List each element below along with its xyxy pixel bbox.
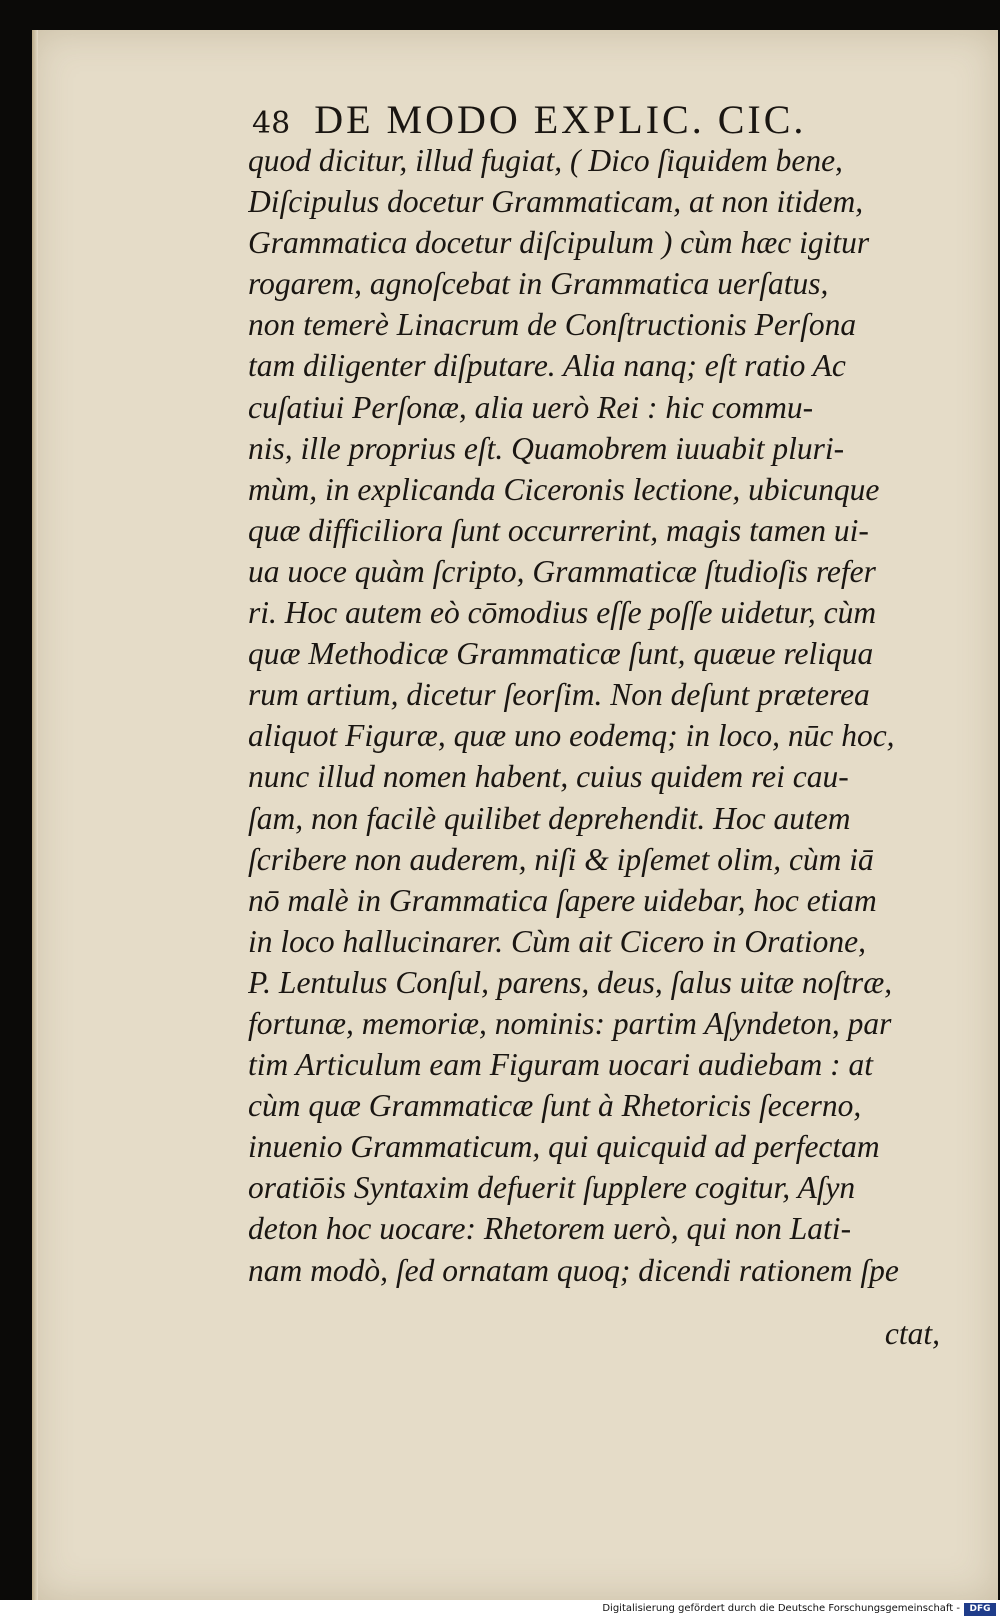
text-line: inuenio Grammaticum, qui quicquid ad perfectam (248, 1129, 880, 1165)
text-line: tam diligenter diſputare. Alia nanq; eſt ratio Ac (248, 348, 846, 384)
text-line: nis, ille proprius eſt. Quamobrem iuuabit pluri- (248, 430, 845, 466)
text-line: ſcribere non auderem, niſi & ipſemet olim, cùm iā (248, 841, 874, 877)
dfg-logo: DFG (964, 1603, 996, 1616)
text-line: tim Articulum eam Figuram uocari audiebam : at (248, 1047, 873, 1083)
running-title: DE MODO EXPLIC. CIC. (314, 97, 807, 142)
body-text (248, 140, 938, 1291)
text-line: quæ difficiliora ſunt occurrerint, magis tamen ui- (248, 512, 869, 548)
text-line: non temerè Linacrum de Conſtructionis Perſona (248, 307, 857, 343)
text-line: deton hoc uocare: Rhetorem uerò, qui non Lati- (248, 1211, 852, 1247)
catchword: ctat, (884, 1316, 940, 1351)
text-line: cùm quæ Grammaticæ ſunt à Rhetoricis ſecerno, (248, 1088, 862, 1124)
digitization-credit: Digitalisierung gefördert durch die Deutsche Forschungsgemeinschaft - (602, 1603, 960, 1614)
text-line: nō malè in Grammatica ſapere uidebar, hoc etiam (248, 882, 877, 918)
text-line: Grammatica docetur diſcipulum ) cùm hæc igitur (248, 225, 870, 261)
page-header (252, 96, 892, 143)
text-line: Diſcipulus docetur Grammaticam, at non itidem, (248, 184, 864, 220)
text-line: ri. Hoc autem eò cōmodius eſſe poſſe uidetur, cùm (248, 595, 877, 631)
text-line: cuſatiui Perſonæ, alia uerò Rei : hic commu- (248, 389, 814, 425)
text-line: nunc illud nomen habent, cuius quidem rei cau- (248, 759, 849, 795)
text-line: fortunæ, memoriæ, nominis: partim Aſyndeton, par (248, 1005, 892, 1041)
text-line: aliquot Figuræ, quæ uno eodemq; in loco, nūc hoc, (248, 718, 895, 754)
text-line: quæ Methodicæ Grammaticæ ſunt, quæue reliqua (248, 636, 874, 672)
text-line: ua uoce quàm ſcripto, Grammaticæ ſtudioſis refer (248, 553, 876, 589)
text-line: mùm, in explicanda Ciceronis lectione, ubicunque (248, 471, 880, 507)
text-line: in loco hallucinarer. Cùm ait Cicero in Oratione, (248, 923, 867, 959)
text-line: nam modò, ſed ornatam quoq; dicendi rationem ſpe (248, 1252, 899, 1288)
text-line: rogarem, agnoſcebat in Grammatica uerſatus, (248, 266, 829, 302)
text-line: P. Lentulus Conſul, parens, deus, ſalus uitæ noſtræ, (248, 964, 893, 1000)
text-line: quod dicitur, illud fugiat, ( Dico ſiquidem bene, (248, 143, 843, 178)
page-number: 48 (252, 106, 291, 141)
text-line: ſam, non facilè quilibet deprehendit. Hoc autem (248, 800, 851, 836)
page-edge-shadow (32, 30, 38, 1600)
text-line: oratiōis Syntaxim defuerit ſupplere cogitur, Aſyn (248, 1170, 856, 1206)
text-line: rum artium, dicetur ſeorſim. Non deſunt præterea (248, 677, 870, 713)
